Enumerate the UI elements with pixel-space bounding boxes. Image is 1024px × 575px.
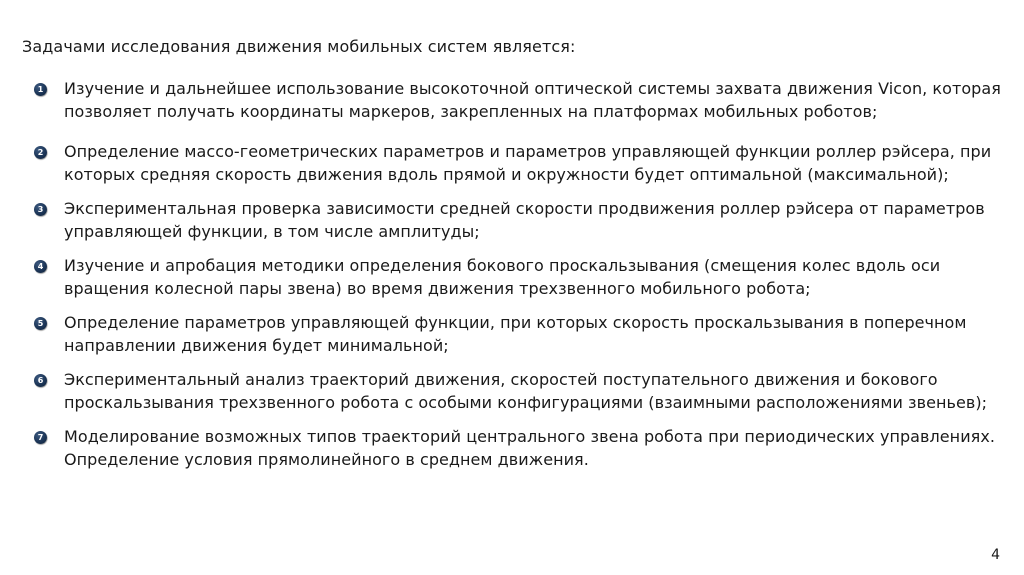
list-item-text: Экспериментальный анализ траекторий движения, скоростей поступательного движения и бокового проскальзывания трехзвенного робота с особыми конфигурациями (взаимными расположениями звеньев); [64, 370, 988, 412]
intro-text: Задачами исследования движения мобильных систем является: [22, 37, 576, 56]
number-badge-icon: 5 [34, 317, 47, 330]
number-badge-icon: 2 [34, 146, 47, 159]
list-item-1 [34, 77, 1009, 123]
page-number: 4 [991, 547, 1000, 563]
number-badge-icon: 4 [34, 260, 47, 273]
list-item-6 [34, 368, 1009, 414]
list-item-4 [34, 254, 1009, 300]
list-item-text: Изучение и дальнейшее использование высокоточной оптической системы захвата движения Vicon, которая позволяет получать координаты маркеров, закрепленных на платформах мобильных роботов; [64, 79, 1001, 121]
list-item-7 [34, 425, 1009, 471]
list-item-text: Моделирование возможных типов траекторий центрального звена робота при периодических управлениях. Определение условия прямолинейного в среднем движения. [64, 427, 995, 469]
number-badge-icon: 6 [34, 374, 47, 387]
list-item-text: Определение массо-геометрических параметров и параметров управляющей функции роллер рэйсера, при которых средняя скорость движения вдоль прямой и окружности будет оптимальной (максимальной); [64, 142, 992, 184]
number-badge-icon: 7 [34, 431, 47, 444]
list-item-5 [34, 311, 1009, 357]
number-badge-icon: 1 [34, 83, 47, 96]
task-list [34, 77, 1009, 471]
list-item-text: Экспериментальная проверка зависимости средней скорости продвижения роллер рэйсера от параметров управляющей функции, в том числе амплитуды; [64, 199, 985, 241]
list-item-text: Определение параметров управляющей функции, при которых скорость проскальзывания в поперечном направлении движения будет минимальной; [64, 313, 967, 355]
list-item-text: Изучение и апробация методики определения бокового проскальзывания (смещения колес вдоль оси вращения колесной пары звена) во время движения трехзвенного мобильного робота; [64, 256, 941, 298]
number-badge-icon: 3 [34, 203, 47, 216]
list-item-3 [34, 197, 1009, 243]
list-item-2 [34, 140, 1009, 186]
